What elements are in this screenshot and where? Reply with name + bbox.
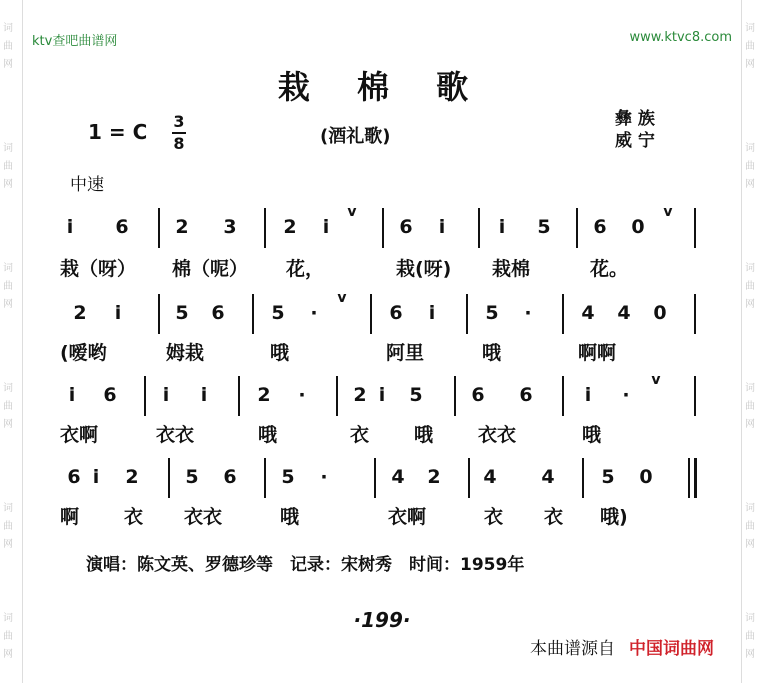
watermark-char: 网 — [745, 179, 755, 190]
watermark-char: 曲 — [3, 401, 13, 412]
song-title: 栽 棉 歌 — [277, 68, 487, 106]
lyric: 栽棉 — [492, 258, 531, 280]
time-signature — [172, 113, 186, 153]
lyric: 衣 — [544, 506, 564, 528]
watermark-char: 网 — [3, 539, 13, 550]
breath-mark: v — [651, 372, 661, 388]
lyric: 花， — [286, 258, 325, 280]
lyric: 栽(呀) — [396, 258, 452, 280]
watermark-char: 网 — [3, 59, 13, 70]
bar-line — [562, 294, 564, 334]
note: 2 — [73, 302, 87, 324]
note: i — [200, 384, 208, 406]
note: · — [622, 384, 630, 406]
note: 5 — [185, 466, 199, 488]
note: 2 — [427, 466, 441, 488]
bar-line — [562, 376, 564, 416]
note: 6 — [593, 216, 607, 238]
watermark-char: 词 — [3, 143, 13, 154]
note: 4 — [483, 466, 497, 488]
watermark-char: 曲 — [3, 281, 13, 292]
watermark-char: 词 — [3, 23, 13, 34]
lyric: 哦 — [258, 424, 278, 446]
note: 2 — [257, 384, 271, 406]
note: 6 — [519, 384, 533, 406]
key-signature: 1 = C — [88, 120, 148, 144]
song-subtitle: (酒礼歌) — [320, 126, 391, 147]
note: 6 — [103, 384, 117, 406]
lyric: 哦 — [270, 342, 290, 364]
bar-line — [466, 294, 468, 334]
bar-line — [694, 294, 696, 334]
breath-mark: v — [337, 290, 347, 306]
lyric: 衣 — [484, 506, 504, 528]
note: 6 — [399, 216, 413, 238]
watermark-char: 网 — [745, 59, 755, 70]
notation-row — [60, 466, 700, 494]
note: i — [92, 466, 100, 488]
watermark-char: 词 — [3, 613, 13, 624]
note: i — [378, 384, 386, 406]
watermark-group — [745, 260, 755, 314]
lyric: 啊啊 — [578, 342, 617, 364]
source-brand-link[interactable]: 中国词曲网 — [629, 639, 714, 659]
note: 5 — [601, 466, 615, 488]
note: 6 — [115, 216, 129, 238]
watermark-group — [3, 260, 13, 314]
lyric: 衣 — [350, 424, 370, 446]
note: 6 — [223, 466, 237, 488]
lyric: 衣啊 — [388, 506, 427, 528]
bar-line — [158, 294, 160, 334]
lyric: 衣啊 — [60, 424, 99, 446]
lyric: 哦) — [600, 506, 628, 528]
note: i — [322, 216, 330, 238]
bar-line — [264, 208, 266, 248]
meter-top: 3 — [173, 112, 185, 131]
breath-mark: v — [347, 204, 357, 220]
bar-line — [264, 458, 266, 498]
bar-line — [582, 458, 584, 498]
lyric: 衣衣 — [478, 424, 517, 446]
watermark-char: 网 — [3, 649, 13, 660]
watermark-char: 曲 — [3, 631, 13, 642]
watermark-char: 曲 — [745, 631, 755, 642]
breath-mark: v — [663, 204, 673, 220]
watermark-char: 网 — [745, 299, 755, 310]
note: 0 — [631, 216, 645, 238]
lyric: (嗳哟 — [60, 342, 107, 364]
bar-line — [694, 208, 696, 248]
bar-line — [478, 208, 480, 248]
lyric: 啊 — [60, 506, 80, 528]
watermark-char: 词 — [745, 383, 755, 394]
watermark-group — [745, 500, 755, 554]
watermark-char: 网 — [745, 649, 755, 660]
note: 3 — [223, 216, 237, 238]
notation-row — [60, 204, 700, 244]
watermark-group — [745, 140, 755, 194]
watermark-char: 词 — [745, 503, 755, 514]
watermark-char: 词 — [745, 613, 755, 624]
note: i — [584, 384, 592, 406]
note: · — [310, 302, 318, 324]
bar-line — [370, 294, 372, 334]
tempo-marking: 中速 — [70, 175, 104, 195]
origin-ethnicity: 彝 族 — [615, 109, 655, 129]
bar-line — [252, 294, 254, 334]
final-bar-thin — [688, 458, 690, 498]
site-url-right[interactable]: www.ktvc8.com — [629, 30, 732, 45]
note: 6 — [389, 302, 403, 324]
watermark-char: 网 — [3, 299, 13, 310]
origin-place: 威 宁 — [615, 131, 655, 151]
lyric: 衣衣 — [156, 424, 195, 446]
site-label-left[interactable]: ktv查吧曲谱网 — [32, 34, 118, 49]
source-label: 本曲谱源自 — [530, 639, 615, 659]
bar-line — [382, 208, 384, 248]
watermark-char: 曲 — [745, 401, 755, 412]
bar-line — [468, 458, 470, 498]
bar-line — [168, 458, 170, 498]
note: 5 — [409, 384, 423, 406]
watermark-char: 词 — [3, 503, 13, 514]
watermark-char: 词 — [745, 143, 755, 154]
song-origin — [615, 108, 655, 152]
note: 2 — [353, 384, 367, 406]
note: 5 — [485, 302, 499, 324]
watermark-char: 曲 — [745, 41, 755, 52]
note: 4 — [581, 302, 595, 324]
watermark-char: 词 — [3, 383, 13, 394]
bar-line — [238, 376, 240, 416]
note: 5 — [271, 302, 285, 324]
bar-line — [158, 208, 160, 248]
lyric: 姆栽 — [166, 342, 205, 364]
lyric: 哦 — [414, 424, 434, 446]
note: 5 — [281, 466, 295, 488]
note: · — [524, 302, 532, 324]
note: 5 — [175, 302, 189, 324]
notation-row — [60, 290, 700, 330]
meter-bottom: 8 — [173, 134, 185, 153]
note: 6 — [211, 302, 225, 324]
watermark-char: 网 — [745, 419, 755, 430]
note: i — [162, 384, 170, 406]
lyric: 哦 — [582, 424, 602, 446]
note: i — [68, 384, 76, 406]
watermark-char: 曲 — [3, 41, 13, 52]
watermark-char: 曲 — [745, 161, 755, 172]
bar-line — [454, 376, 456, 416]
note: i — [428, 302, 436, 324]
bar-line — [144, 376, 146, 416]
watermark-char: 网 — [3, 179, 13, 190]
note: i — [498, 216, 506, 238]
lyric: 衣衣 — [184, 506, 223, 528]
watermark-char: 词 — [745, 23, 755, 34]
final-bar-thick — [694, 458, 697, 498]
note: · — [320, 466, 328, 488]
watermark-char: 曲 — [3, 521, 13, 532]
watermark-char: 网 — [3, 419, 13, 430]
watermark-char: 曲 — [3, 161, 13, 172]
note: 4 — [617, 302, 631, 324]
watermark-group — [745, 380, 755, 434]
note: · — [298, 384, 306, 406]
note: 6 — [67, 466, 81, 488]
source-attribution — [530, 634, 714, 659]
watermark-char: 词 — [745, 263, 755, 274]
lyric: 阿里 — [386, 342, 425, 364]
lyric: 衣 — [124, 506, 144, 528]
note: i — [66, 216, 74, 238]
watermark-char: 曲 — [745, 281, 755, 292]
watermark-group — [3, 380, 13, 434]
watermark-group — [3, 140, 13, 194]
note: 4 — [541, 466, 555, 488]
lyric: 哦 — [280, 506, 300, 528]
watermark-char: 词 — [3, 263, 13, 274]
performance-credit: 演唱：陈文英、罗德珍等 记录：宋树秀 时间：1959年 — [86, 555, 525, 575]
lyric: 花。 — [590, 258, 629, 280]
bar-line — [374, 458, 376, 498]
note: 4 — [391, 466, 405, 488]
note: i — [438, 216, 446, 238]
note: 0 — [653, 302, 667, 324]
bar-line — [336, 376, 338, 416]
page-number: ·199· — [353, 608, 411, 632]
note: 5 — [537, 216, 551, 238]
bar-line — [694, 376, 696, 416]
watermark-char: 网 — [745, 539, 755, 550]
lyric: 哦 — [482, 342, 502, 364]
lyric: 棉（呢） — [172, 258, 249, 280]
watermark-char: 曲 — [745, 521, 755, 532]
note: 6 — [471, 384, 485, 406]
note: 2 — [125, 466, 139, 488]
note: 0 — [639, 466, 653, 488]
note: i — [114, 302, 122, 324]
note: 2 — [283, 216, 297, 238]
note: 2 — [175, 216, 189, 238]
lyric: 栽（呀） — [60, 258, 137, 280]
watermark-group — [3, 500, 13, 554]
notation-row — [60, 372, 700, 412]
bar-line — [576, 208, 578, 248]
